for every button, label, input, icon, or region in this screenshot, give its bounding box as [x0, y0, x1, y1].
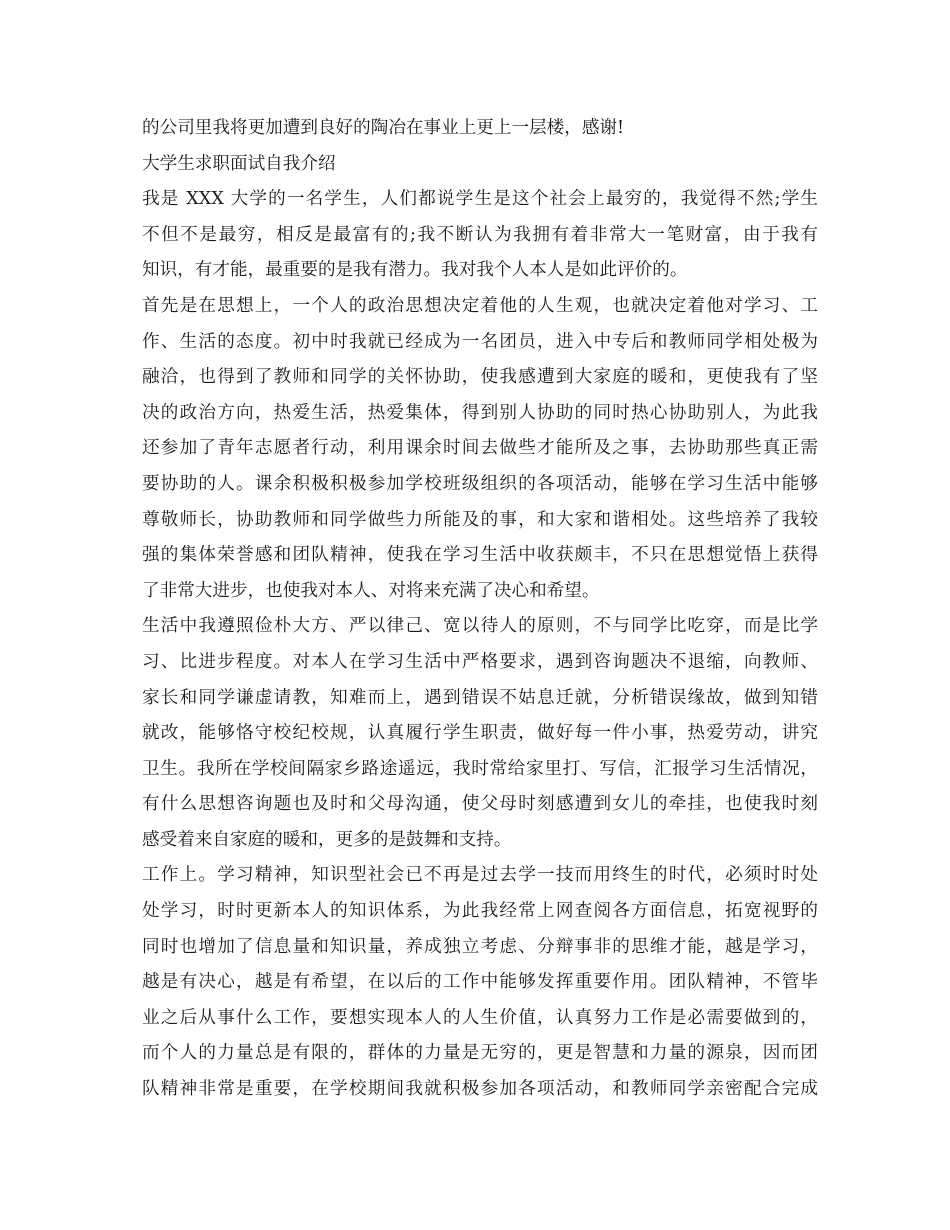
text-line: 而个人的力量总是有限的，群体的力量是无穷的，更是智慧和力量的源泉，因而团	[142, 1043, 818, 1064]
text-line: 同时也增加了信息量和知识量，养成独立考虑、分辩事非的思维才能，越是学习，	[142, 936, 818, 957]
text-line: 知识，有才能，最重要的是我有潜力。我对我个人本人是如此评价的。	[142, 260, 688, 281]
text-line: 还参加了青年志愿者行动，利用课余时间去做些才能所及之事，去协助那些真正需	[142, 438, 818, 459]
text-line: 了非常大进步，也使我对本人、对将来充满了决心和希望。	[142, 580, 600, 601]
text-line: 强的集体荣誉感和团队精神，使我在学习生活中收获颇丰，不只在思想觉悟上获得	[142, 545, 818, 566]
text-line: 队精神非常是重要，在学校期间我就积极参加各项活动，和教师同学亲密配合完成	[142, 1079, 818, 1100]
text-line: 融洽，也得到了教师和同学的关怀协助，使我感遭到大家庭的暖和，更使我有了坚	[142, 367, 818, 388]
text-line: 作、生活的态度。初中时我就已经成为一名团员，进入中专后和教师同学相处极为	[142, 331, 818, 352]
text-line: 决的政治方向，热爱生活，热爱集体，得到别人协助的同时热心协助别人，为此我	[142, 402, 818, 423]
text-line: 习、比进步程度。对本人在学习生活中严格要求，遇到咨询题决不退缩，向教师、	[142, 651, 818, 672]
text-line: 卫生。我所在学校间隔家乡路途遥远，我时常给家里打、写信，汇报学习生活情况，	[142, 758, 818, 779]
text-line: 不但不是最穷，相反是最富有的;我不断认为我拥有着非常大一笔财富，由于我有	[142, 224, 818, 245]
text-line: 家长和同学谦虚请教，知难而上，遇到错误不姑息迁就，分析错误缘故，做到知错	[142, 687, 818, 708]
text-line: 处学习，时时更新本人的知识体系，为此我经常上网查阅各方面信息，拓宽视野的	[142, 901, 818, 922]
text-line: 生活中我遵照俭朴大方、严以律己、宽以待人的原则，不与同学比吃穿，而是比学	[142, 616, 818, 637]
text-line: 首先是在思想上，一个人的政治思想决定着他的人生观，也就决定着他对学习、工	[142, 295, 818, 316]
text-line: 的公司里我将更加遭到良好的陶冶在事业上更上一层楼，感谢!	[142, 118, 625, 138]
document-page	[142, 111, 818, 1108]
text-line: 我是 XXX 大学的一名学生，人们都说学生是这个社会上最穷的，我觉得不然;学生	[142, 189, 818, 210]
text-line: 感受着来自家庭的暖和，更多的是鼓舞和支持。	[142, 829, 512, 850]
text-line: 有什么思想咨询题也及时和父母沟通，使父母时刻感遭到女儿的牵挂，也使我时刻	[142, 794, 818, 815]
text-line: 业之后从事什么工作，要想实现本人的人生价值，认真努力工作是必需要做到的，	[142, 1007, 818, 1028]
text-line: 大学生求职面试自我介绍	[142, 153, 336, 174]
text-line: 要协助的人。课余积极积极参加学校班级组织的各项活动，能够在学习生活中能够	[142, 473, 818, 494]
text-line: 尊敬师长，协助教师和同学做些力所能及的事，和大家和谐相处。这些培养了我较	[142, 509, 818, 530]
text-line: 越是有决心，越是有希望，在以后的工作中能够发挥重要作用。团队精神，不管毕	[142, 972, 818, 993]
text-line: 就改，能够恪守校纪校规，认真履行学生职责，做好每一件小事，热爱劳动，讲究	[142, 723, 818, 744]
text-line: 工作上。学习精神，知识型社会已不再是过去学一技而用终生的时代，必须时时处	[142, 865, 818, 886]
